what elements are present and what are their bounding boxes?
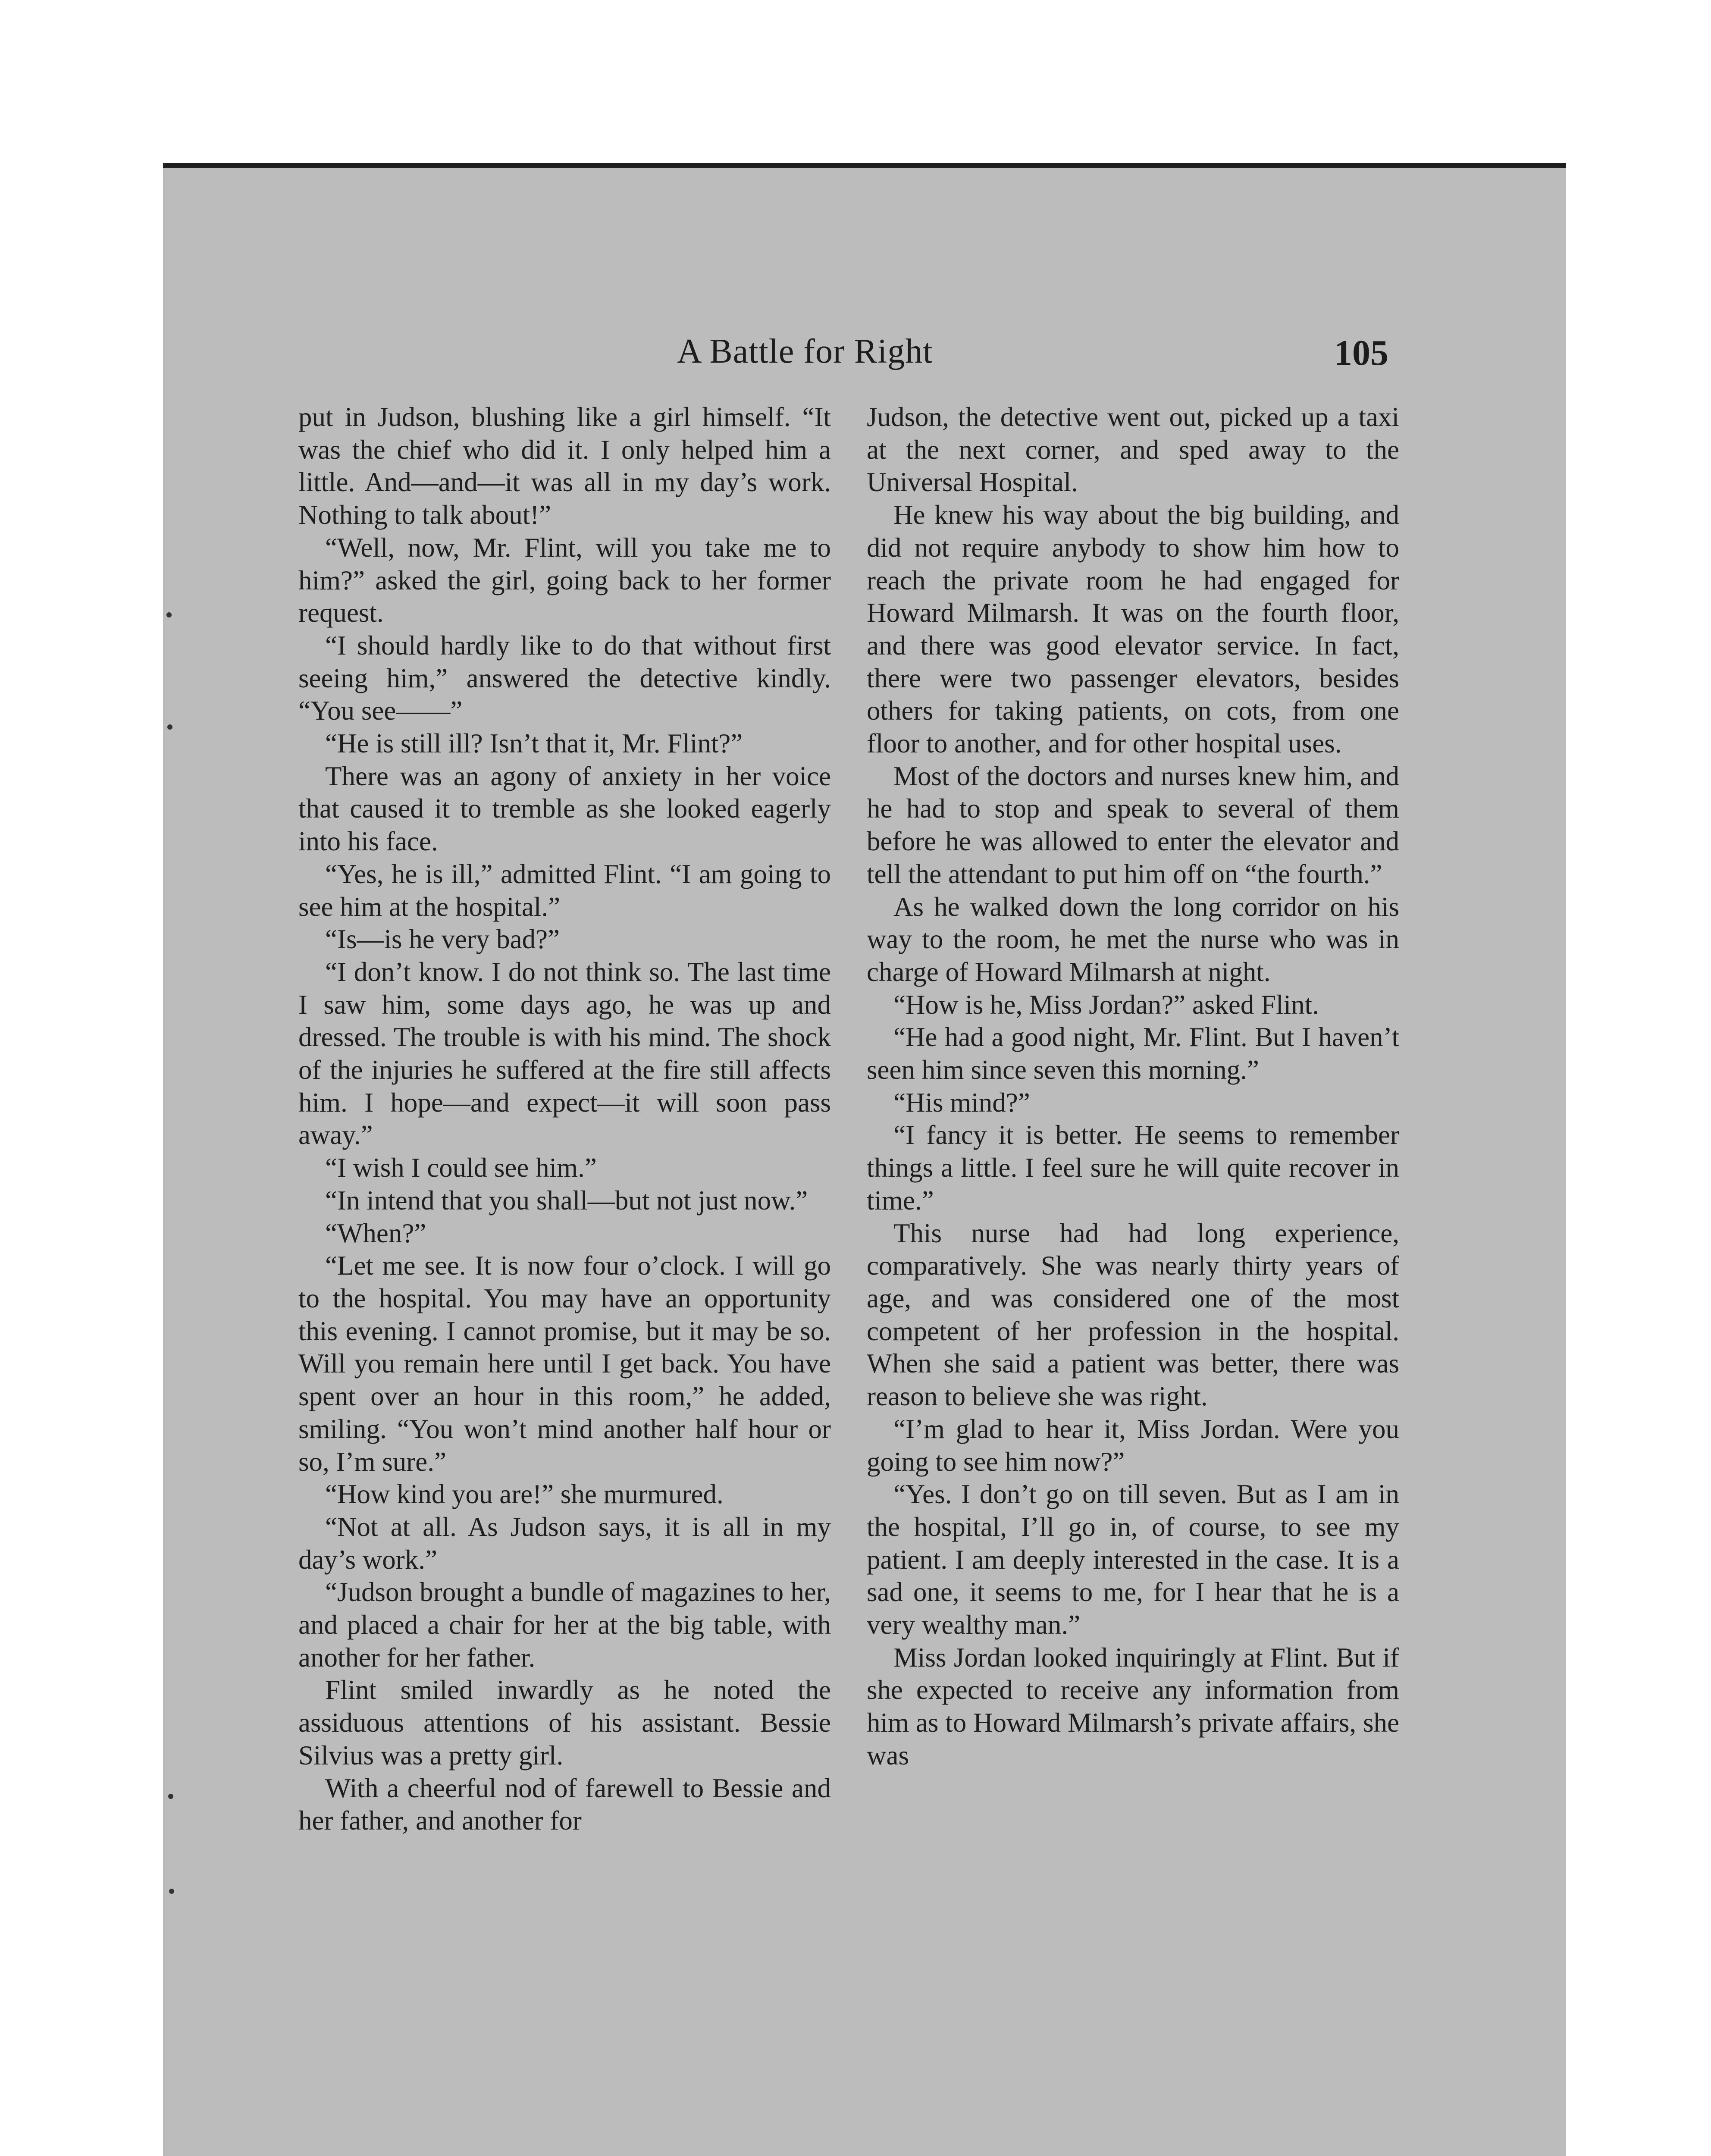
- paragraph: “Not at all. As Judson says, it is all in my day’s work.”: [298, 1511, 831, 1575]
- paragraph: “When?”: [325, 1218, 426, 1248]
- text-column-left: [298, 401, 831, 1996]
- paragraph: “In intend that you shall—but not just now.”: [325, 1185, 808, 1216]
- paragraph: “I don’t know. I do not think so. The last time I saw him, some days ago, he was up and dressed. The trouble is with his mind. The shock of the injuries he suffered at the fire still affects him. I hope—and expect—it will soon pass away.”: [298, 956, 831, 1150]
- paragraph: put in Judson, blushing like a girl himself. “It was the chief who did it. I only helped him a little. And—and—it was all in my day’s work. Nothing to talk about!”: [298, 402, 831, 530]
- text-column-right: [867, 401, 1399, 1996]
- paragraph: Judson, the detective went out, picked up a taxi at the next corner, and sped away to the Universal Hospital.: [867, 402, 1399, 498]
- paragraph: Flint smiled inwardly as he noted the assiduous attentions of his assistant. Bessie Silvius was a pretty girl.: [298, 1675, 831, 1771]
- paragraph: “I should hardly like to do that without first seeing him,” answered the detective kindly. “You see——”: [298, 630, 831, 726]
- paragraph: “I wish I could see him.”: [325, 1153, 597, 1183]
- paragraph: “Judson brought a bundle of magazines to her, and placed a chair for her at the big table, with another for her father.: [298, 1577, 831, 1673]
- paragraph: “Yes, he is ill,” admitted Flint. “I am going to see him at the hospital.”: [298, 859, 831, 922]
- running-title: A Battle for Right: [677, 332, 933, 370]
- paragraph: With a cheerful nod of farewell to Bessie and her father, and another for: [298, 1773, 831, 1836]
- page-speck: [166, 612, 172, 617]
- paragraph: Most of the doctors and nurses knew him, and he had to stop and speak to several of them before he was allowed to enter the elevator and tell the attendant to put him off on “the fourth.”: [867, 761, 1399, 889]
- paragraph: “He had a good night, Mr. Flint. But I haven’t seen him since seven this morning.”: [867, 1022, 1399, 1085]
- page-header: [677, 332, 1388, 379]
- paragraph: “He is still ill? Isn’t that it, Mr. Flint?”: [325, 728, 743, 759]
- paragraph: Miss Jordan looked inquiringly at Flint. But if she expected to receive any information from him as to Howard Milmarsh’s private affairs, she was: [867, 1642, 1399, 1771]
- paragraph: “I fancy it is better. He seems to remember things a little. I feel sure he will quite recover in time.”: [867, 1120, 1399, 1216]
- paragraph: He knew his way about the big building, and did not require anybody to show him how to reach the private room he had engaged for Howard Milmarsh. It was on the fourth floor, and there was good elevator service. In fact, there were two passenger elevators, besides others for taking patients, on cots, from one floor to another, and for other hospital uses.: [867, 500, 1399, 759]
- page-speck: [167, 724, 172, 730]
- paragraph: “Let me see. It is now four o’clock. I will go to the hospital. You may have an opportunity this evening. I cannot promise, but it may be so. Will you remain here until I get back. You have spent over an hour in this room,” he added, smiling. “You won’t mind another half hour or so, I’m sure.”: [298, 1250, 831, 1477]
- paragraph: “His mind?”: [893, 1087, 1030, 1118]
- paragraph: “Yes. I don’t go on till seven. But as I am in the hospital, I’ll go in, of course, to see my patient. I am deeply interested in the case. It is a sad one, it seems to me, for I hear that he is a very wealthy man.”: [867, 1479, 1399, 1640]
- paragraph: “Well, now, Mr. Flint, will you take me to him?” asked the girl, going back to her former request.: [298, 532, 831, 628]
- paragraph: “How is he, Miss Jordan?” asked Flint.: [893, 989, 1319, 1020]
- paragraph: This nurse had had long experience, comparatively. She was nearly thirty years of age, and was considered one of the most competent of her profession in the hospital. When she said a patient was better, there was reason to believe she was right.: [867, 1218, 1399, 1412]
- page-speck: [169, 1889, 174, 1894]
- paragraph: “Is—is he very bad?”: [325, 924, 560, 955]
- paragraph: “I’m glad to hear it, Miss Jordan. Were you going to see him now?”: [867, 1413, 1399, 1477]
- paragraph: There was an agony of anxiety in her voice that caused it to tremble as she looked eagerly into his face.: [298, 761, 831, 857]
- paragraph: “How kind you are!” she murmured.: [325, 1479, 724, 1510]
- page-number: 105: [1334, 333, 1388, 373]
- page-speck: [168, 1794, 173, 1799]
- paragraph: As he walked down the long corridor on his way to the room, he met the nurse who was in charge of Howard Milmarsh at night.: [867, 891, 1399, 987]
